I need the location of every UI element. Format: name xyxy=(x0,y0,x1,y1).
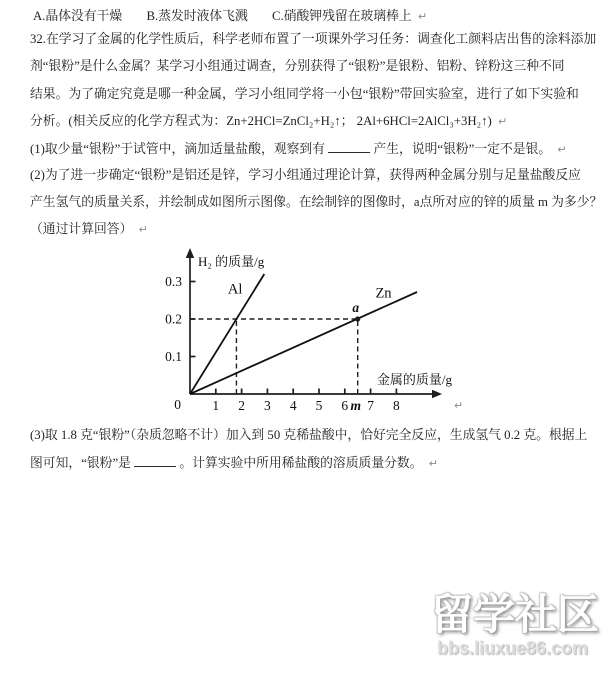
paragraph-return-mark: ↵ xyxy=(454,399,464,412)
chemical-equation-line xyxy=(30,113,507,130)
svg-text:金属的质量/g: 金属的质量/g xyxy=(376,372,452,387)
metal-h2-mass-chart xyxy=(140,246,470,421)
answer-blank-1 xyxy=(328,140,370,153)
q3-text-pre: 图可知，“银粉”是 xyxy=(30,456,131,470)
option-a: A.晶体没有干燥 xyxy=(33,9,123,23)
svg-text:8: 8 xyxy=(393,398,400,413)
paragraph-return-mark: ↵ xyxy=(417,10,428,23)
svg-text:2: 2 xyxy=(238,398,245,413)
subquestion-2-line3 xyxy=(30,221,148,238)
watermark-logo: 留学社区 xyxy=(431,591,600,638)
svg-text:m: m xyxy=(350,398,361,413)
svg-text:0: 0 xyxy=(174,397,181,412)
question32-intro-line3: 结果。为了确定究竟是哪一种金属，学习小组同学将一小包“银粉”带回实验室，进行了如下实验和 xyxy=(30,87,579,101)
subquestion-3-line2 xyxy=(30,454,438,472)
subquestion-2-line1: (2)为了进一步确定“银粉”是铝还是锌，学习小组通过理论计算，获得两种金属分别与足量盐酸反应 xyxy=(30,168,581,182)
q1-text-post: 产生，说明“银粉”一定不是银。 xyxy=(373,142,552,156)
watermark-url: bbs.liuxue86.com xyxy=(437,638,589,658)
question32-intro-line1: 32.在学习了金属的化学性质后，科学老师布置了一项课外学习任务：调查化工颜料店出售的涂料添加 xyxy=(30,32,597,46)
answer-blank-2 xyxy=(134,454,176,467)
paragraph-return-mark: ↵ xyxy=(428,457,438,470)
equation-text: 分析。(相关反应的化学方程式为：Zn+2HCl=ZnCl₂+H₂↑； 2Al+6HCl=2AlCl₃+3H₂↑) xyxy=(30,114,492,128)
svg-text:1: 1 xyxy=(212,398,220,413)
svg-text:0.2: 0.2 xyxy=(165,311,182,327)
subquestion-2-line2: 产生氢气的质量关系，并绘制成如图所示图像。在绘制锌的图像时，a点所对应的锌的质量 m 为多少？ xyxy=(30,195,603,209)
svg-text:0.1: 0.1 xyxy=(165,349,182,364)
q3-text-post: 。计算实验中所用稀盐酸的溶质质量分数。 xyxy=(179,456,423,470)
q2-answer-hint: （通过计算回答） xyxy=(30,222,133,236)
svg-text:H₂ 的质量/g: H₂ 的质量/g xyxy=(198,254,265,269)
svg-text:5: 5 xyxy=(315,398,323,413)
option-b: B.蒸发时液体飞溅 xyxy=(146,9,248,23)
question32-intro-line2: 剂“银粉”是什么金属？某学习小组通过调查，分别获得了“银粉”是银粉、铝粉、锌粉这三种不同 xyxy=(30,59,565,73)
svg-text:Zn: Zn xyxy=(375,285,392,302)
svg-text:6: 6 xyxy=(341,398,349,413)
paragraph-return-mark: ↵ xyxy=(138,223,148,236)
svg-text:0.3: 0.3 xyxy=(165,274,182,289)
chart-svg xyxy=(140,246,470,421)
q1-text-pre: (1)取少量“银粉”于试管中，滴加适量盐酸，观察到有 xyxy=(30,142,326,156)
paragraph-return-mark: ↵ xyxy=(557,143,567,156)
svg-text:7: 7 xyxy=(367,398,374,413)
svg-text:3: 3 xyxy=(264,398,271,413)
svg-text:4: 4 xyxy=(289,398,297,413)
answer-options-line xyxy=(33,8,427,25)
svg-text:Al: Al xyxy=(227,281,243,298)
svg-text:a: a xyxy=(352,300,360,315)
option-c: C.硝酸钾残留在玻璃棒上 xyxy=(271,9,412,23)
subquestion-3-line1: (3)取 1.8 克“银粉”（杂质忽略不计）加入到 50 克稀盐酸中，恰好完全反应，生成氢气 0.2 克。根据上 xyxy=(30,428,588,442)
paragraph-return-mark: ↵ xyxy=(497,115,508,128)
subquestion-1-line xyxy=(30,140,567,158)
